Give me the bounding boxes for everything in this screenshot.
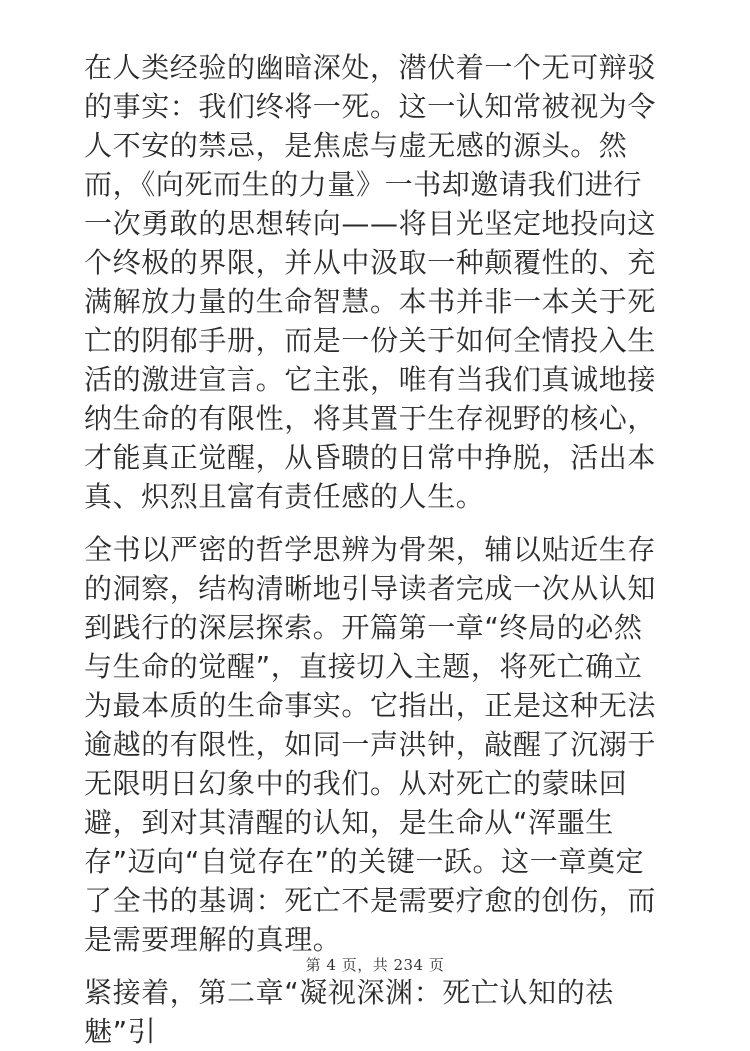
page-number-footer: 第 4 页，共 234 页 [305, 956, 445, 974]
body-paragraph-2: 全书以严密的哲学思辨为骨架，辅以贴近生存的洞察，结构清晰地引导读者完成一次从认知到践行的深层探索。开篇第一章“终局的必然与生命的觉醒”，直接切入主题，将死亡确立为最本质的生命事实。它指出，正是这种无法逾越的有限性，如同一声洪钟，敲醒了沉溺于无限明日幻象中的我们。从对死亡的蒙昧回避，到对其清醒的认知，是生命从“浑噩生存”迈向“自觉存在”的关键一跃。这一章奠定了全书的基调：死亡不是需要疗愈的创伤，而是需要理解的真理。 [84, 533, 657, 956]
body-paragraph-1: 在人类经验的幽暗深处，潜伏着一个无可辩驳的事实：我们终将一死。这一认知常被视为令人不安的禁忌，是焦虑与虚无感的源头。然而，《向死而生的力量》一书却邀请我们进行一次勇敢的思想转向——将目光坚定地投向这个终极的界限，并从中汲取一种颠覆性的、充满解放力量的生命智慧。本书并非一本关于死亡的阴郁手册，而是一份关于如何全情投入生活的激进宣言。它主张，唯有当我们真诚地接纳生命的有限性，将其置于生存视野的核心，才能真正觉醒，从昏聩的日常中挣脱，活出本真、炽烈且富有责任感的人生。 [84, 51, 657, 513]
body-paragraph-3: 紧接着，第二章“凝视深渊：死亡认知的祛魅”引 [84, 976, 614, 1048]
